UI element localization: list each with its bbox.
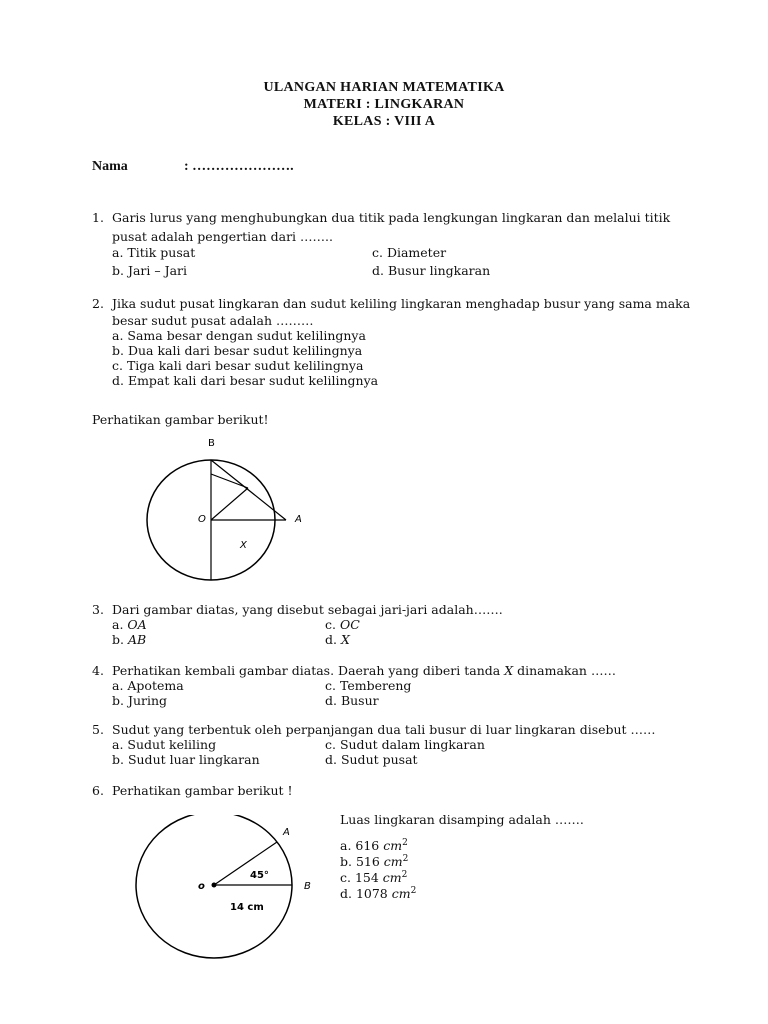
label-o-2: o: [198, 881, 205, 892]
q4-option-d: d. Busur: [325, 693, 379, 708]
q4-option-a: a. Apotema: [112, 678, 184, 693]
q6-number: 6.: [92, 783, 104, 798]
q1-option-a: a. Titik pusat: [112, 245, 196, 260]
radius-oc: [211, 488, 248, 520]
q5-number: 5.: [92, 722, 104, 737]
q6-option-d: d. 1078 $cm^2$: [340, 886, 417, 902]
label-a: A: [295, 514, 302, 525]
q1-number: 1.: [92, 210, 104, 225]
name-label: Nama: [92, 159, 128, 174]
q5-text: Sudut yang terbentuk oleh perpanjangan dua tali busur di luar lingkaran disebut ……: [112, 722, 656, 737]
figure-intro: Perhatikan gambar berikut!: [92, 412, 269, 427]
label-a-2: A: [283, 827, 290, 838]
q6-question: Luas lingkaran disamping adalah …….: [340, 812, 584, 827]
label-b-2: B: [304, 881, 311, 892]
q3-option-b: b. AB: [112, 632, 147, 647]
q4-number: 4.: [92, 663, 104, 678]
q6-option-a: a. 616 $cm^2$: [340, 838, 408, 854]
q4-text: Perhatikan kembali gambar diatas. Daerah yang diberi tanda X dinamakan ……: [112, 663, 616, 678]
q3-option-c: c. OC: [325, 617, 360, 632]
chord-inner: [211, 474, 248, 488]
q1-text-line2: pusat adalah pengertian dari ……..: [112, 229, 333, 244]
label-x: X: [240, 540, 247, 551]
q1-option-b: b. Jari – Jari: [112, 263, 188, 278]
q1-option-c: c. Diameter: [372, 245, 447, 260]
q2-text-line2: besar sudut pusat adalah ………: [112, 313, 314, 328]
q4-option-c: c. Tembereng: [325, 678, 412, 693]
doc-subtitle: MATERI : LINGKARAN: [303, 97, 465, 112]
q3-text: Dari gambar diatas, yang disebut sebagai jari-jari adalah…….: [112, 602, 503, 617]
doc-title: ULANGAN HARIAN MATEMATIKA: [263, 80, 505, 95]
q2-option-b: b. Dua kali dari besar sudut kelilingnya: [112, 343, 363, 358]
q3-option-d: d. X: [325, 632, 350, 647]
circle-figure-2: [130, 815, 330, 975]
circle-figure-1: [140, 430, 320, 590]
label-o: O: [198, 514, 206, 525]
q6-option-b: b. 516 $cm^2$: [340, 854, 409, 870]
q1-text-line1: Garis lurus yang menghubungkan dua titik pada lengkungan lingkaran dan melalui titik: [112, 210, 671, 225]
q2-option-d: d. Empat kali dari besar sudut kelilingnya: [112, 373, 379, 388]
q5-option-d: d. Sudut pusat: [325, 752, 418, 767]
q6-text: Perhatikan gambar berikut !: [112, 783, 293, 798]
q5-option-b: b. Sudut luar lingkaran: [112, 752, 260, 767]
angle-label: 45°: [250, 870, 269, 881]
q5-option-a: a. Sudut keliling: [112, 737, 217, 752]
q2-option-c: c. Tiga kali dari besar sudut kelilingnya: [112, 358, 364, 373]
q4-option-b: b. Juring: [112, 693, 168, 708]
q3-number: 3.: [92, 602, 104, 617]
q2-option-a: a. Sama besar dengan sudut kelilingnya: [112, 328, 366, 343]
q5-option-c: c. Sudut dalam lingkaran: [325, 737, 485, 752]
label-b: B: [208, 438, 215, 449]
q2-text-line1: Jika sudut pusat lingkaran dan sudut keliling lingkaran menghadap busur yang sama maka: [112, 296, 691, 311]
q2-number: 2.: [92, 296, 104, 311]
q1-option-d: d. Busur lingkaran: [372, 263, 491, 278]
doc-class: KELAS : VIII A: [332, 114, 436, 129]
q3-option-a: a. OA: [112, 617, 147, 632]
radius-label: 14 cm: [230, 902, 264, 913]
q6-option-c: c. 154 $cm^2$: [340, 870, 408, 886]
name-field: : ………………….: [184, 159, 294, 174]
